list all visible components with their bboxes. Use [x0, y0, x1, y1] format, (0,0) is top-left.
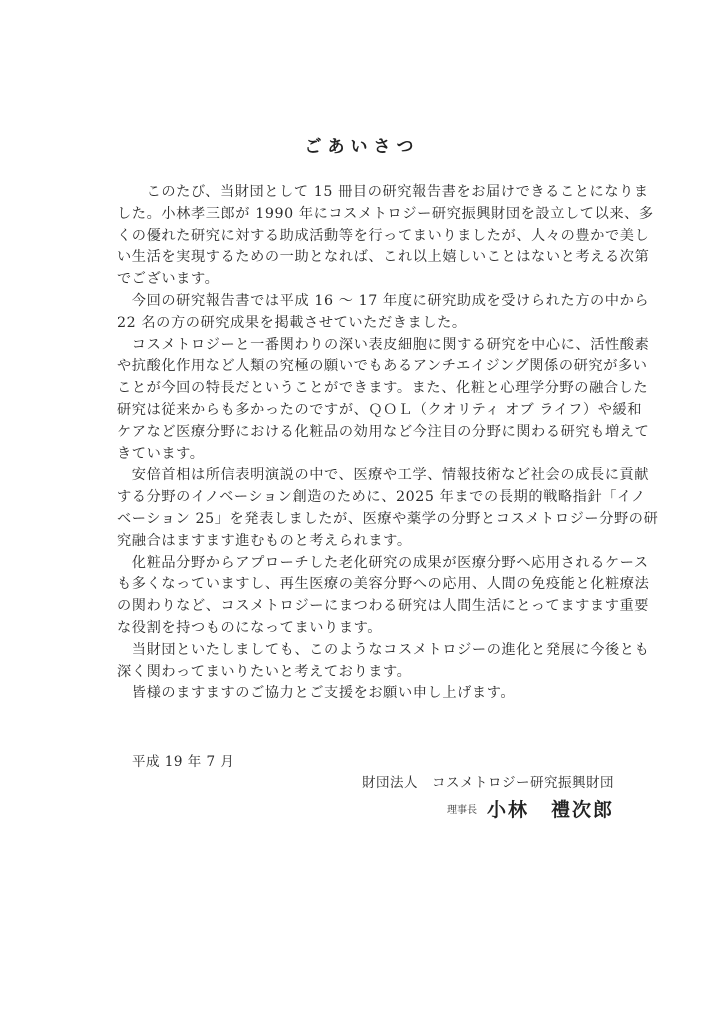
- greeting-body: [117, 182, 659, 705]
- body-line: 皆様のますますのご協力とご支援をお願い申し上げます。: [117, 685, 516, 702]
- body-line: 安倍首相は所信表明演説の中で、医療や工学、情報技術など社会の成長に貢献: [117, 467, 650, 484]
- signatory-given-name: 禮次郎: [550, 799, 614, 821]
- body-line: 究融合はますます進むものと考えられます。: [117, 532, 412, 549]
- body-line: の関わりなど、コスメトロジーにまつわる研究は人間生活にとってますます重要: [117, 598, 650, 615]
- body-line: な役割を持つものになってまいります。: [117, 619, 383, 636]
- date: 平成 19 年 7 月: [132, 754, 235, 770]
- signatory-role: 理事長: [446, 805, 477, 816]
- body-line: ベーション 25」を発表しましたが、医療や薬学の分野とコスメトロジー分野の研: [117, 510, 659, 527]
- body-line: 当財団といたしましても、このようなコスメトロジーの進化と発展に今後とも: [117, 641, 650, 658]
- body-line: した。小林孝三郎が 1990 年にコスメトロジー研究振興財団を設立して以来、多: [117, 205, 654, 222]
- body-line: する分野のイノベーション創造のために、2025 年までの長期的戦略指針「イノ: [117, 489, 646, 506]
- body-line: 今回の研究報告書では平成 16 〜 17 年度に研究助成を受けられた方の中から: [117, 292, 650, 309]
- organization-name: 財団法人 コスメトロジー研究振興財団: [362, 775, 614, 791]
- body-line: 研究は従来からも多かったのですが、ＱＯＬ（クオリティ オブ ライフ）や緩和: [117, 401, 643, 418]
- body-line: きています。: [117, 445, 205, 462]
- body-line: も多くなっていますし、再生医療の美容分野への応用、人間の免疫能と化粧療法: [117, 576, 650, 593]
- body-line: や抗酸化作用など人類の究極の願いでもあるアンチエイジング関係の研究が多い: [117, 358, 648, 375]
- body-line: くの優れた研究に対する助成活動等を行ってまいりましたが、人々の豊かで美し: [117, 227, 650, 244]
- signatory-surname: 小林: [486, 799, 529, 821]
- body-line: ことが今回の特長だということができます。また、化粧と心理学分野の融合した: [117, 380, 649, 397]
- body-line: い生活を実現するための一助となれば、これ以上嬉しいことはないと考える次第: [117, 249, 650, 266]
- body-line: 深く関わってまいりたいと考えております。: [117, 663, 412, 680]
- signature: [447, 795, 614, 822]
- body-line: ケアなど医療分野における化粧品の効用など今注目の分野に関わる研究も増えて: [117, 423, 650, 440]
- body-line: 22 名の方の研究成果を掲載させていただきました。: [117, 314, 467, 331]
- body-line: コスメトロジーと一番関わりの深い表皮細胞に関する研究を中心に、活性酸素: [117, 336, 650, 353]
- body-line: でございます。: [117, 271, 220, 288]
- body-line: 化粧品分野からアプローチした老化研究の成果が医療分野へ応用されるケース: [117, 554, 649, 571]
- page-title: ごあいさつ: [304, 137, 420, 157]
- body-line: このたび、当財団として 15 冊目の研究報告書をお届けできることになりま: [117, 184, 649, 200]
